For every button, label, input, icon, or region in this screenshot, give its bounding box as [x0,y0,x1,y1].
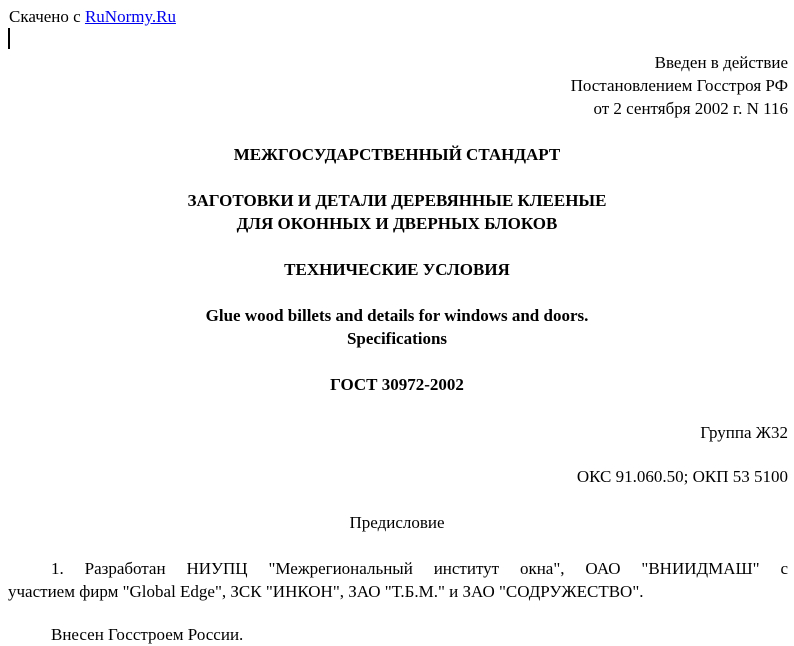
english-title-line-1: Glue wood billets and details for windows and doors. [205,306,589,325]
interstate-standard-title: МЕЖГОСУДАРСТВЕННЫЙ СТАНДАРТ [233,145,561,164]
english-title-block [0,304,794,350]
enactment-line-1: Введен в действие [654,53,788,72]
standard-name-line-2: ДЛЯ ОКОННЫХ И ДВЕРНЫХ БЛОКОВ [236,214,558,233]
runormy-link[interactable]: RuNormy.Ru [84,7,176,26]
gost-number: ГОСТ 30972-2002 [330,375,464,394]
standard-name-block [0,189,794,235]
preface-item-1-line-1: 1. Разработан НИУПЦ "Межрегиональный институт окна", ОАО "ВНИИДМАШ" с [51,559,788,578]
classification-codes: ОКС 91.060.50; ОКП 53 5100 [576,467,788,486]
standard-name-line-1: ЗАГОТОВКИ И ДЕТАЛИ ДЕРЕВЯННЫЕ КЛЕЕНЫЕ [187,191,607,210]
introduced-by: Внесен Госстроем России. [51,625,244,644]
text-cursor [8,28,10,49]
group-code: Группа Ж32 [700,423,788,442]
english-title-line-2: Specifications [346,329,448,348]
technical-conditions-title: ТЕХНИЧЕСКИЕ УСЛОВИЯ [284,260,510,279]
preface-item-1 [8,557,788,603]
preface-heading: Предисловие [349,513,445,532]
preface-item-1-line-2: участием фирм "Global Edge", ЗСК "ИНКОН", ЗАО "Т.Б.М." и ЗАО "СОДРУЖЕСТВО". [8,582,644,601]
download-source-line [9,5,176,28]
enactment-line-3: от 2 сентября 2002 г. N 116 [593,99,788,118]
enactment-block [571,51,788,120]
download-source-prefix: Скачено с [9,7,81,26]
enactment-line-2: Постановлением Госстроя РФ [570,76,788,95]
